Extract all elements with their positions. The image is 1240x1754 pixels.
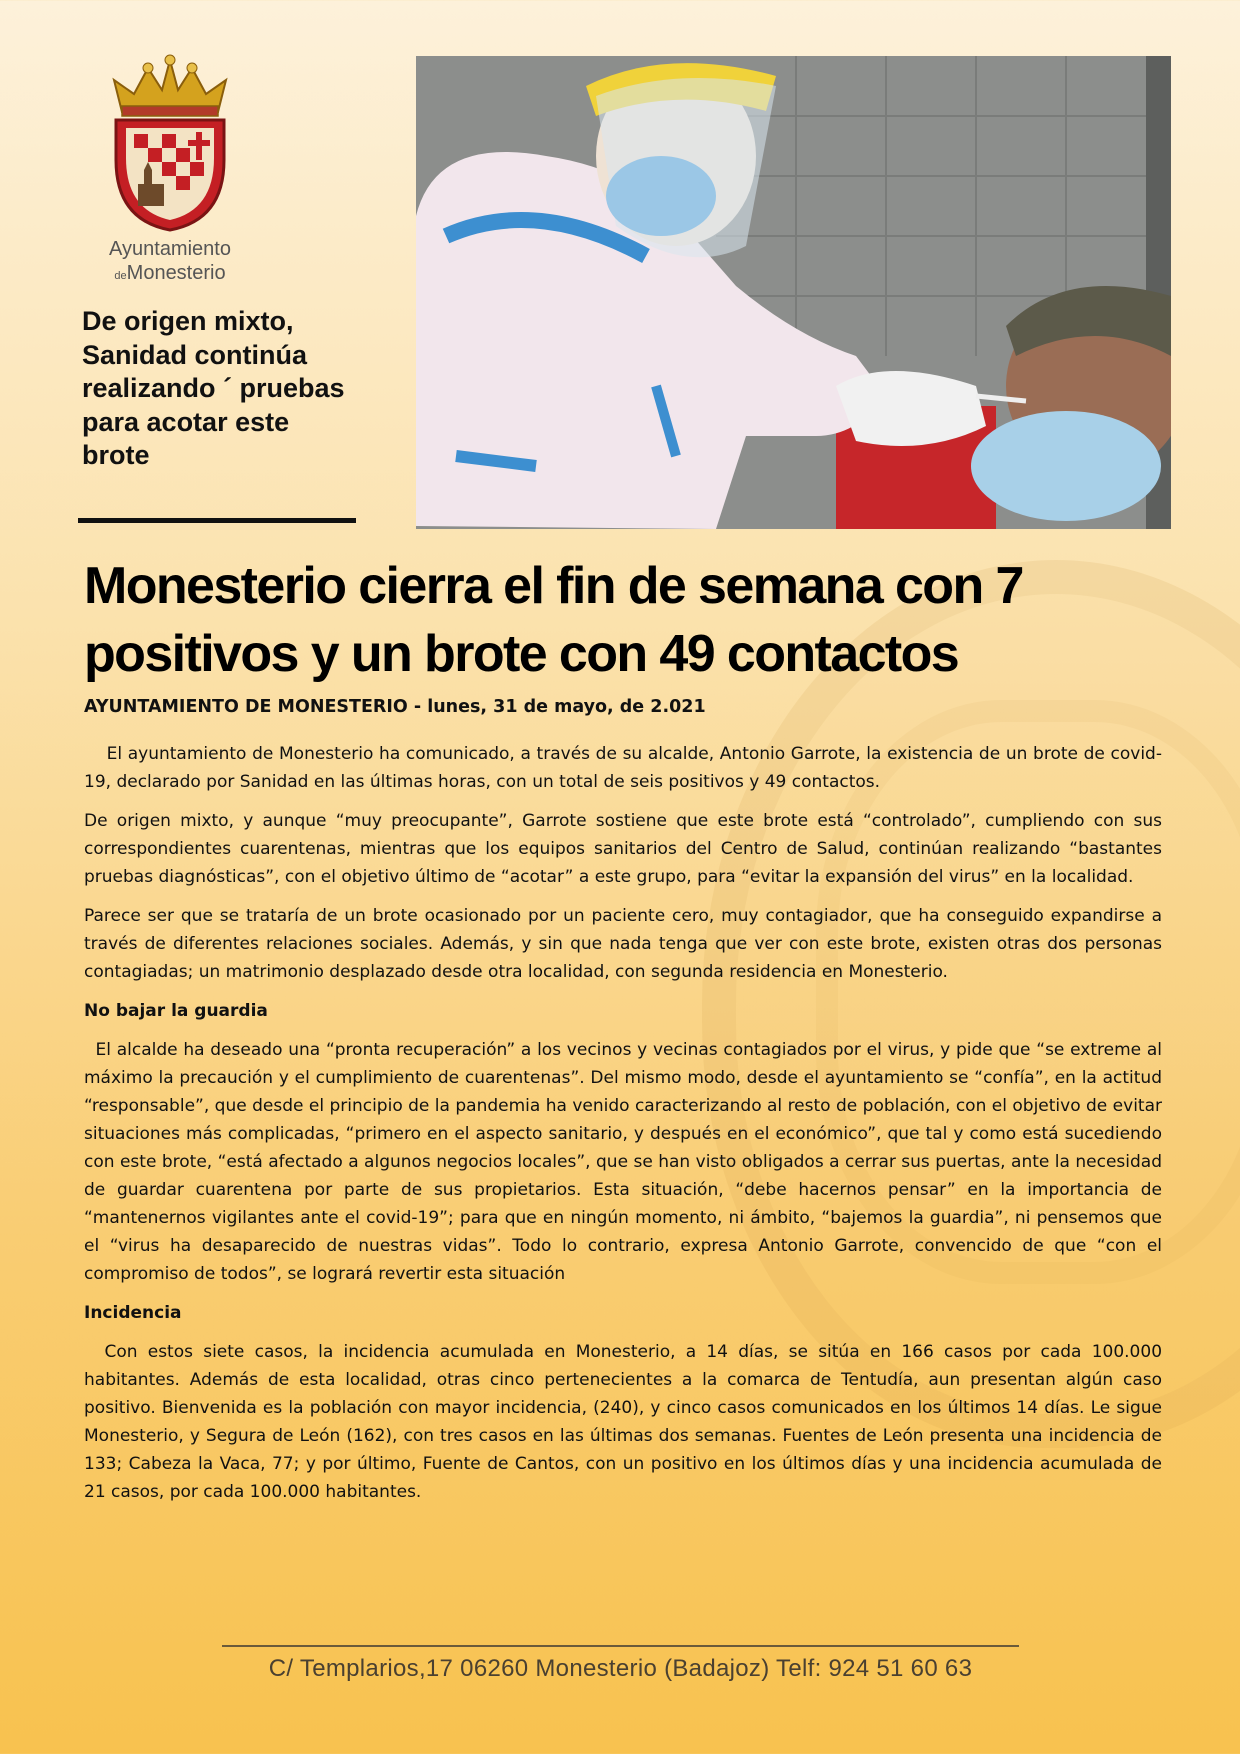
paragraph-3: Parece ser que se trataría de un brote ocasionado por un paciente cero, muy contagiador, que ha conseguido expandirse a través de diferentes relaciones sociales. Además, y sin que nada tenga que ver con este brote, existen otras dos personas contagiadas; un matrimonio desplazado desde otra localidad, con segunda residencia en Monesterio. xyxy=(84,906,1162,982)
covid-test-photo xyxy=(416,56,1171,529)
section-heading-incidencia: Incidencia xyxy=(84,1303,182,1323)
paragraph-1-text: El ayuntamiento de Monesterio ha comunicado, a través de su alcalde, Antonio Garrote, la existencia de un brote de covid-19, declarado por Sanidad en las últimas horas, con un total de seis positivos y 49 contactos. xyxy=(84,744,1162,792)
footer-divider xyxy=(222,1645,1019,1647)
byline: AYUNTAMIENTO DE MONESTERIO - lunes, 31 de mayo, de 2.021 xyxy=(84,697,706,717)
paragraph-2: De origen mixto, y aunque “muy preocupante”, Garrote sostiene que este brote está “controlado”, cumpliendo con sus correspondientes cuarentenas, mientras que los equipos sanitarios del Centro de Salud, continúan realizando “bastantes pruebas diagnósticas”, con el objetivo último de “acotar” a este grupo, para “evitar la expansión del virus” en la localidad. xyxy=(84,811,1162,887)
subheadline: De origen mixto, Sanidad continúa realizando ´ pruebas para acotar este brote xyxy=(82,306,345,470)
paragraph-5-text: Con estos siete casos, la incidencia acumulada en Monesterio, a 14 días, se sitúa en 166 casos por cada 100.000 habitantes. Además de esta localidad, otras cinco pertenecientes a la comarca de Tentudía, aun presentan algún caso positivo. Bienvenida es la población con mayor incidencia, (240), y cinco casos comunicados en los últimos 14 días. Le sigue Monesterio, y Segura de León (162), con tres casos en las últimas dos semanas. Fuentes de León presenta una incidencia de 133; Cabeza la Vaca, 77; y por último, Fuente de Cantos, con un positivo en los últimos días y una incidencia acumulada de 21 casos, por cada 100.000 habitantes. xyxy=(84,1342,1163,1502)
coat-of-arms-icon xyxy=(100,50,240,235)
paragraph-4-text: El alcalde ha deseado una “pronta recuperación” a los vecinos y vecinas contagiados por el virus, y pide que “se extreme al máximo la precaución y el cumplimiento de cuarentenas”. Del mismo modo, desde el ayuntamiento se “confía”, en la actitud “responsable”, que desde el principio de la pandemia ha venido caracterizando al resto de población, con el objetivo de evitar situaciones más complicadas, “primero en el aspecto sanitario, y después en el económico”, que tal y como está sucediendo con este brote, “está afectado a algunos negocios locales”, que se han visto obligados a cerrar sus puertas, ante la necesidad de guardar cuarentena por parte de sus propietarios. Esta situación, “debe hacernos pensar” en la importancia de “mantenernos vigilantes ante el covid-19”; para que en ningún momento, ni ámbito, “bajemos la guardia”, ni pensemos que el “virus ha desaparecido de nuestras vidas”. Todo lo contrario, expresa Antonio Garrote, convencido de que “con el compromiso de todos”, se logrará revertir esta situación xyxy=(84,1040,1163,1284)
paragraph-4 xyxy=(84,1036,1162,1288)
section-heading-guardia: No bajar la guardia xyxy=(84,1001,268,1021)
paragraph-5 xyxy=(84,1338,1162,1506)
logo-text-monesterio xyxy=(90,262,250,285)
paragraph-1 xyxy=(84,740,1162,796)
municipal-logo xyxy=(90,50,250,290)
subheadline-divider xyxy=(78,518,356,523)
news-photo xyxy=(416,56,1171,529)
logo-text-town: Monesterio xyxy=(126,262,226,284)
footer-address: C/ Templarios,17 06260 Monesterio (Badajoz) Telf: 924 51 60 63 xyxy=(268,1655,973,1682)
logo-text-ayuntamiento: Ayuntamiento xyxy=(109,238,231,260)
article-body xyxy=(84,740,1162,1506)
headline: Monesterio cierra el fin de semana con 7 positivos y un brote con 49 contactos xyxy=(84,557,1023,683)
logo-text-de: de xyxy=(114,270,127,282)
